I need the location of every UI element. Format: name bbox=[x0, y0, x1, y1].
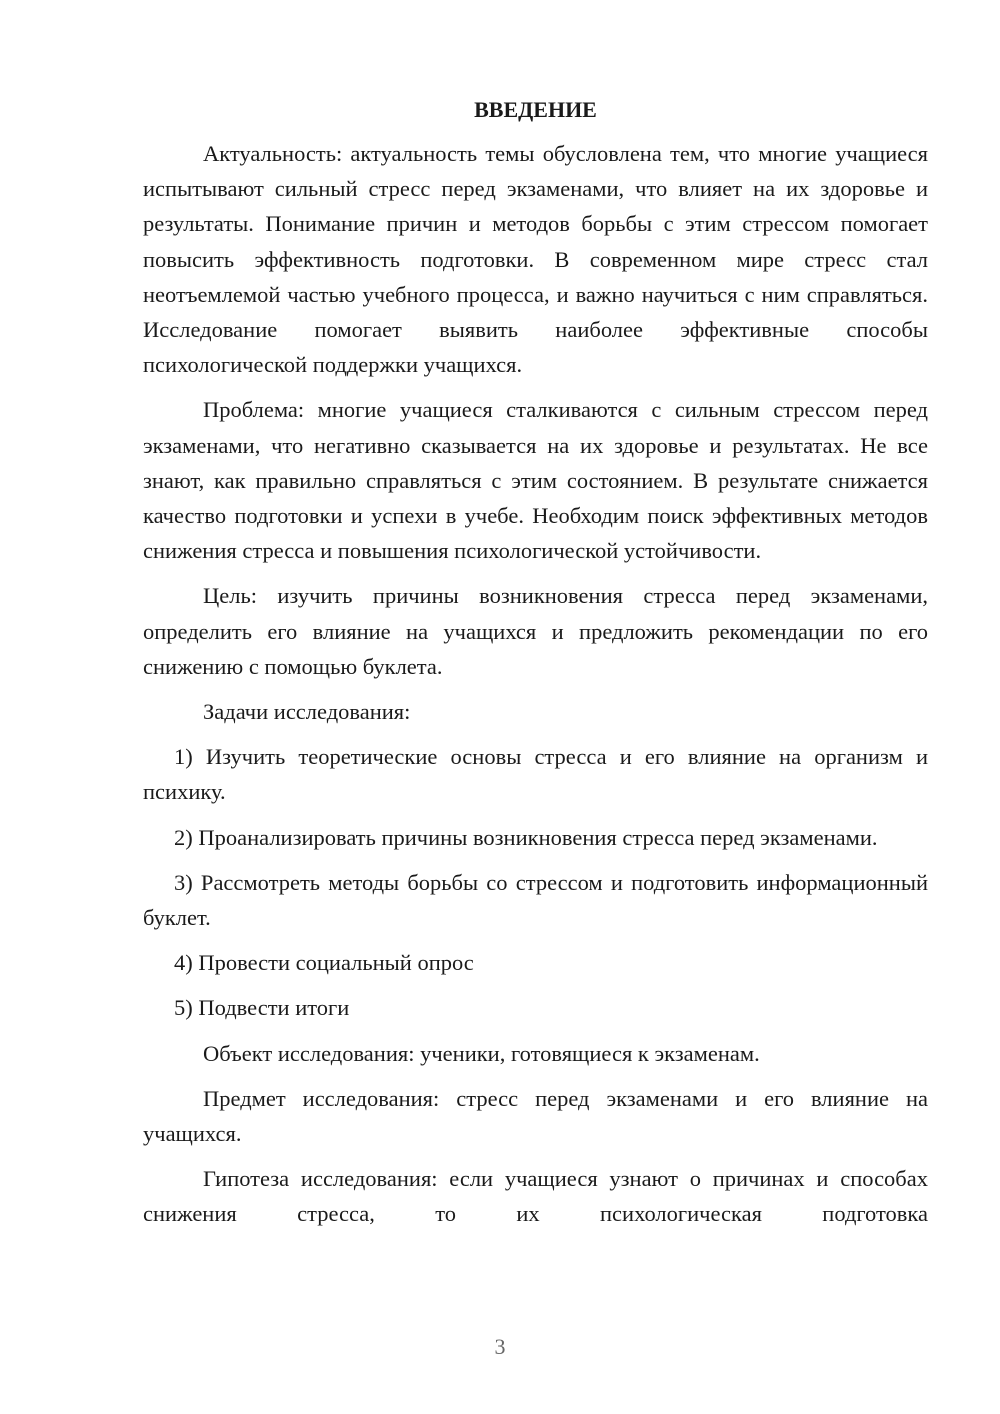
tasks-heading: Задачи исследования: bbox=[203, 699, 411, 725]
task-item-1: 1) Изучить теоретические основы стресса и его влияние на организм и психику. bbox=[143, 744, 928, 805]
page-number: 3 bbox=[494, 1334, 506, 1359]
goal-paragraph: Цель: изучить причины возникновения стресса перед экзаменами, определить его влияние на учащихся и предложить рекомендации по его снижению с помощью буклета. bbox=[143, 583, 928, 679]
task-item-2: 2) Проанализировать причины возникновения стресса перед экзаменами. bbox=[174, 824, 878, 850]
document-page bbox=[143, 92, 928, 1242]
hypothesis-paragraph: Гипотеза исследования: если учащиеся узнают о причинах и способах снижения стресса, то их психологическая подготовка bbox=[143, 1166, 928, 1227]
subject-paragraph: Предмет исследования: стресс перед экзаменами и его влияние на учащихся. bbox=[143, 1085, 928, 1147]
relevance-paragraph: Актуальность: актуальность темы обусловлена тем, что многие учащиеся испытывают сильный стресс перед экзаменами, что влияет на их здоровье и результаты. Понимание причин и методов борьбы с этим стрессом помогает повысить эффективность подготовки. В современном мире стресс стал неотъемлемой частью учебного процесса, и важно научиться с ним справляться. Исследование помогает выявить наиболее эффективные способы психологической поддержки учащихся. bbox=[143, 141, 928, 378]
object-paragraph: Объект исследования: ученики, готовящиеся к экзаменам. bbox=[203, 1040, 760, 1066]
task-item-3: 3) Рассмотреть методы борьбы со стрессом и подготовить информационный буклет. bbox=[143, 869, 928, 931]
task-item-5: 5) Подвести итоги bbox=[174, 995, 350, 1021]
problem-paragraph: Проблема: многие учащиеся сталкиваются с сильным стрессом перед экзаменами, что негативно сказывается на их здоровье и результатах. Не все знают, как правильно справляться с этим состоянием. В результате снижается качество подготовки и успехи в учебе. Необходим поиск эффективных методов снижения стресса и повышения психологической устойчивости. bbox=[143, 397, 928, 564]
section-title: ВВЕДЕНИЕ bbox=[474, 97, 597, 122]
task-item-4: 4) Провести социальный опрос bbox=[174, 950, 474, 976]
